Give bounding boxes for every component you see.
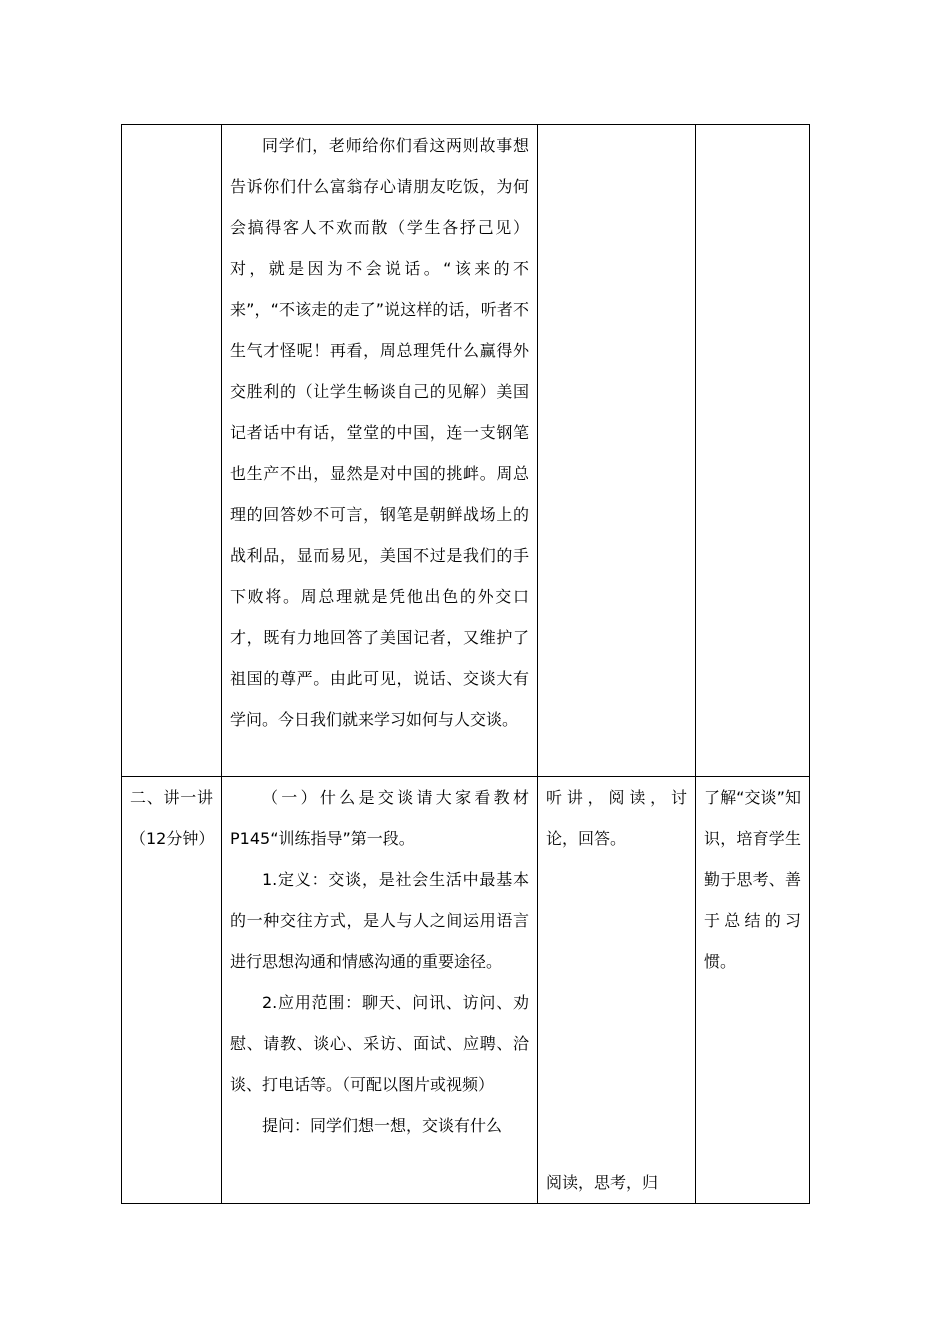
paragraph: 2.应用范围：聊天、问讯、访问、劝慰、请教、谈心、采访、面试、应聘、洽谈、打电话等。（可配以图片或视频） bbox=[230, 993, 529, 1094]
lesson-plan-table bbox=[121, 124, 810, 1204]
student-text: 阅读，思考，归 bbox=[546, 1173, 659, 1192]
student-activity-cell bbox=[538, 777, 696, 1204]
student-activity-cell bbox=[538, 125, 696, 777]
table-row bbox=[122, 125, 810, 777]
stage-text: 二、讲一讲（12分钟） bbox=[130, 788, 215, 848]
paragraph: （一）什么是交谈请大家看教材P145“训练指导”第一段。 bbox=[230, 788, 529, 848]
teacher-activity-cell bbox=[222, 777, 538, 1204]
design-purpose-cell bbox=[696, 777, 810, 1204]
teacher-activity-cell bbox=[222, 125, 538, 777]
purpose-text: 了解“交谈”知识，培育学生勤于思考、善于总结的习惯。 bbox=[704, 788, 801, 971]
table-row bbox=[122, 777, 810, 1204]
stage-cell bbox=[122, 777, 222, 1204]
student-text: 听讲，阅读，讨论，回答。 bbox=[546, 788, 687, 848]
design-purpose-cell bbox=[696, 125, 810, 777]
paragraph: 同学们，老师给你们看这两则故事想告诉你们什么富翁存心请朋友吃饭，为何会搞得客人不欢而散（学生各抒己见）对，就是因为不会说话。“该来的不来”，“不该走的走了”说这样的话，听者不生气才怪呢！再看，周总理凭什么赢得外交胜利的（让学生畅谈自己的见解）美国记者话中有话，堂堂的中国，连一支钢笔也生产不出，显然是对中国的挑衅。周总理的回答妙不可言，钢笔是朝鲜战场上的战利品，显而易见，美国不过是我们的手下败将。周总理就是凭他出色的外交口才，既有力地回答了美国记者，又维护了祖国的尊严。由此可见，说话、交谈大有学问。今日我们就来学习如何与人交谈。 bbox=[230, 136, 529, 729]
paragraph: 提问：同学们想一想，交谈有什么 bbox=[262, 1116, 503, 1135]
paragraph: 1.定义：交谈，是社会生活中最基本的一种交往方式，是人与人之间运用语言进行思想沟通和情感沟通的重要途径。 bbox=[230, 870, 529, 971]
stage-cell bbox=[122, 125, 222, 777]
